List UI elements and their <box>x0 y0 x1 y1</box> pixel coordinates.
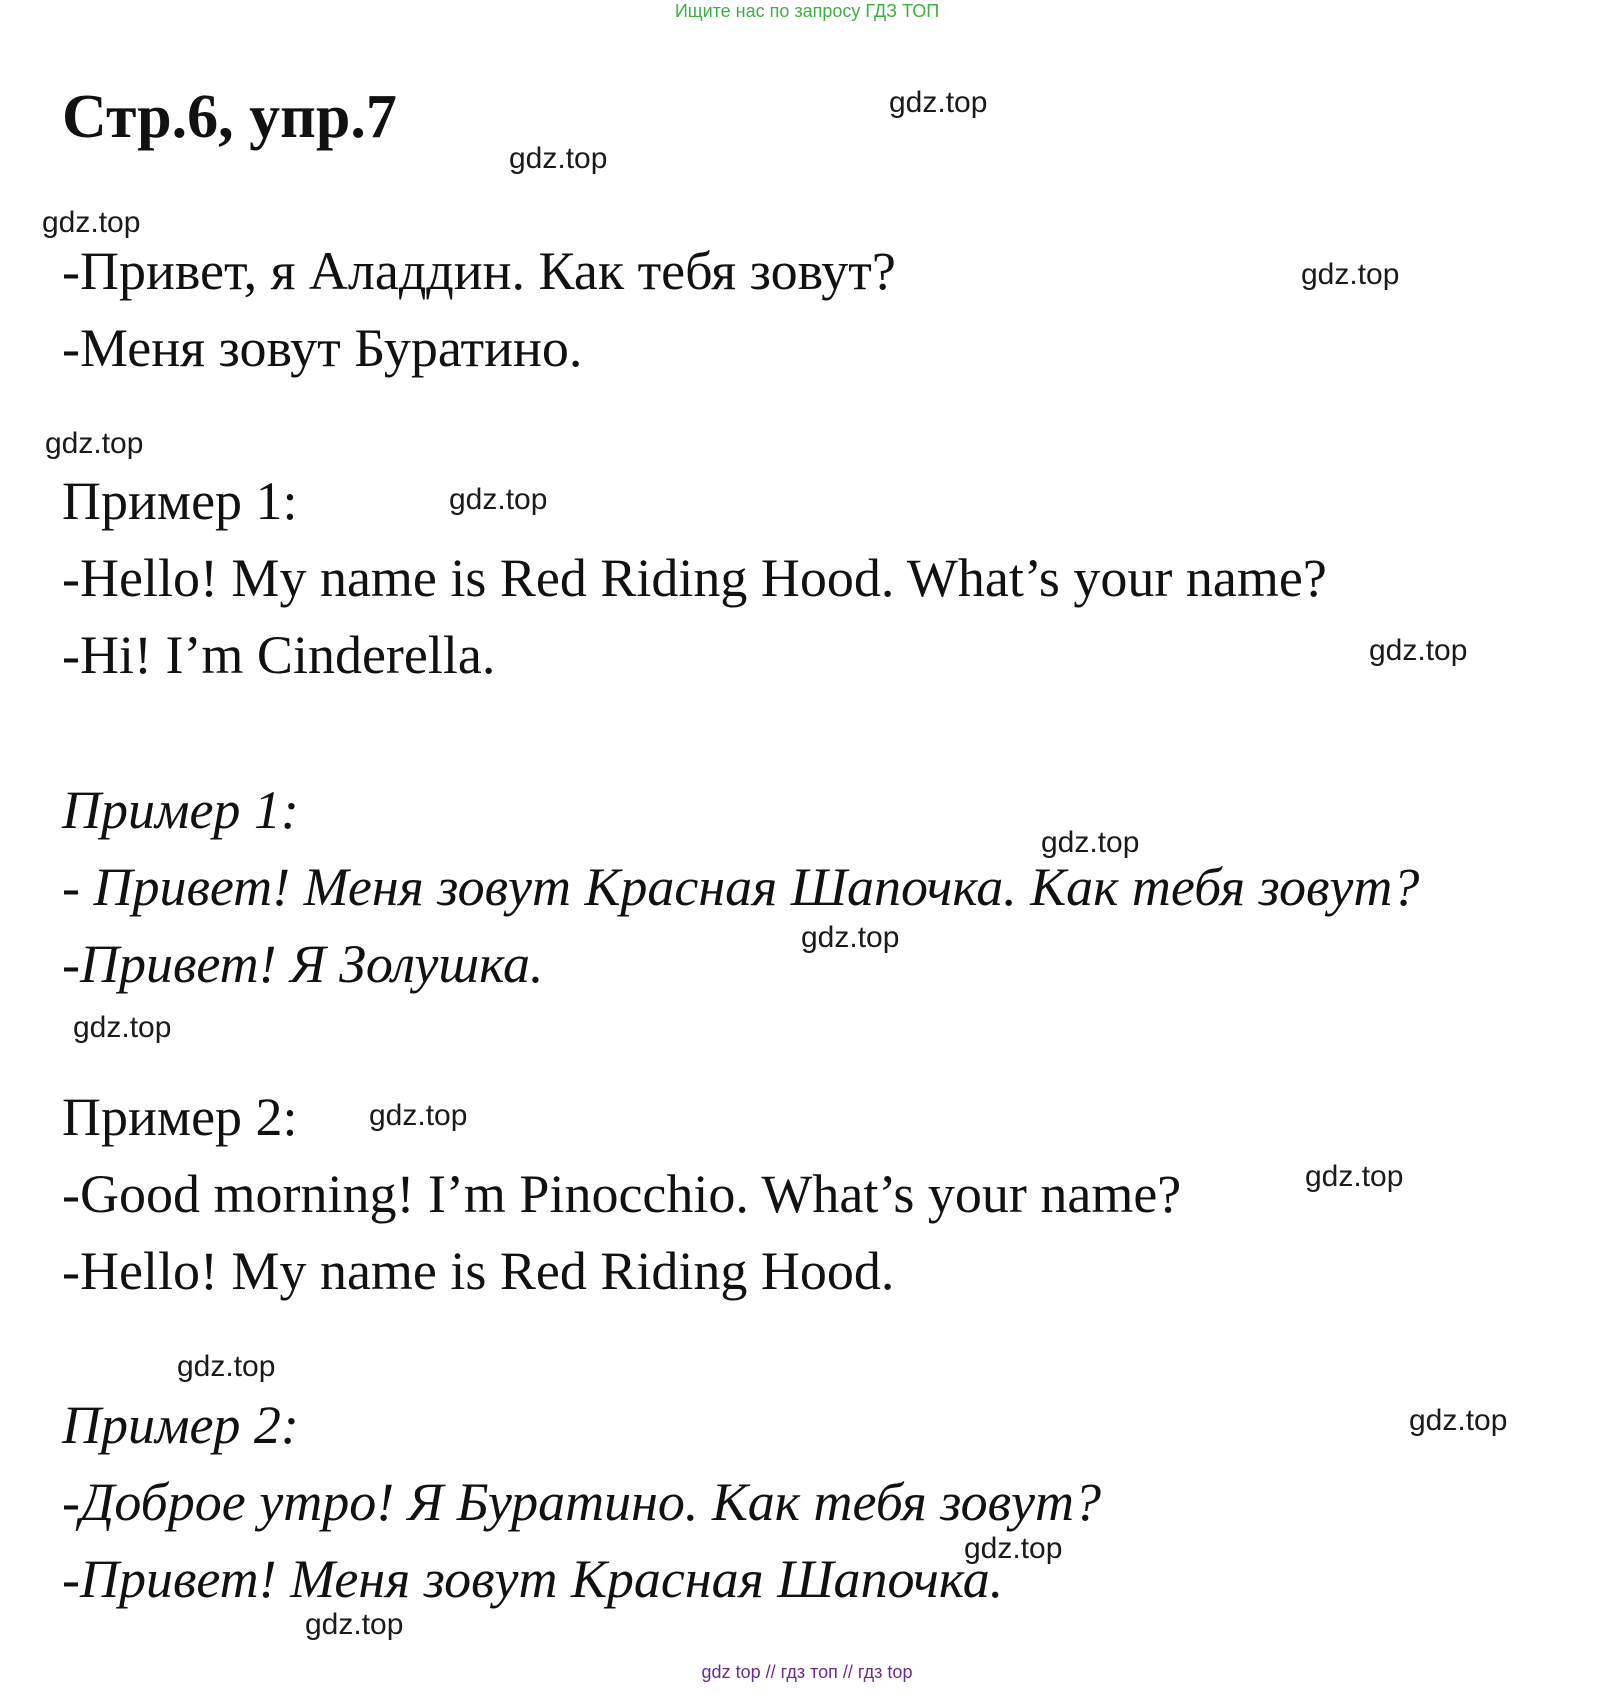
footer-watermark: gdz top // гдз топ // гдз top <box>701 1662 913 1682</box>
english-line-4: -Hello! My name is Red Riding Hood. <box>62 1241 895 1301</box>
watermark: gdz.top <box>1301 258 1400 291</box>
watermark: gdz.top <box>73 1011 172 1044</box>
watermark: gdz.top <box>509 142 608 175</box>
example-2-translation-heading: Пример 2: <box>62 1395 299 1455</box>
watermark: gdz.top <box>449 483 548 516</box>
example-1-translation-heading: Пример 1: <box>62 780 299 840</box>
translation-line-2: -Привет! Я Золушка. <box>62 934 544 994</box>
page-title: Стр.6, упр.7 <box>62 83 397 151</box>
translation-line-3: -Доброе утро! Я Буратино. Как тебя зовут? <box>62 1472 1101 1532</box>
watermark: gdz.top <box>369 1099 468 1132</box>
top-banner: Ищите нас по запросу ГДЗ ТОП <box>674 1 940 21</box>
translation-line-4: -Привет! Меня зовут Красная Шапочка. <box>62 1549 1004 1609</box>
watermark: gdz.top <box>45 427 144 460</box>
watermark: gdz.top <box>42 206 141 239</box>
watermark: gdz.top <box>1409 1404 1508 1437</box>
watermark: gdz.top <box>1041 826 1140 859</box>
watermark: gdz.top <box>177 1350 276 1383</box>
watermark: gdz.top <box>1369 634 1468 667</box>
example-2-heading: Пример 2: <box>62 1087 298 1147</box>
dialog-line-1: -Привет, я Аладдин. Как тебя зовут? <box>62 241 896 301</box>
dialog-line-2: -Меня зовут Буратино. <box>62 318 583 378</box>
translation-line-1: - Привет! Меня зовут Красная Шапочка. Как тебя зовут? <box>62 857 1420 917</box>
english-line-1: -Hello! My name is Red Riding Hood. What’s your name? <box>62 548 1327 608</box>
example-1-heading: Пример 1: <box>62 471 298 531</box>
watermark: gdz.top <box>1305 1160 1404 1193</box>
watermark: gdz.top <box>964 1532 1063 1565</box>
watermark: gdz.top <box>305 1608 404 1641</box>
watermark: gdz.top <box>801 921 900 954</box>
english-line-3: -Good morning! I’m Pinocchio. What’s your name? <box>62 1164 1182 1224</box>
watermark: gdz.top <box>889 86 988 119</box>
english-line-2: -Hi! I’m Cinderella. <box>62 625 496 685</box>
